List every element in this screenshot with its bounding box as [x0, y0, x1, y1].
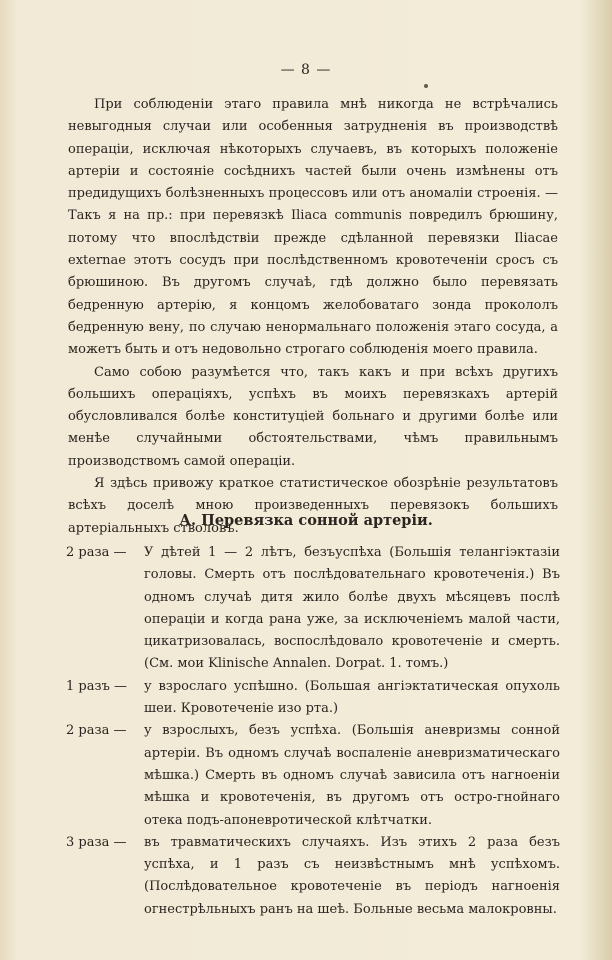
body-text — [68, 94, 558, 540]
list-item — [66, 542, 560, 676]
list-item — [66, 832, 560, 921]
paragraph: Я здѣсь привожу краткое статистическое обозрѣніе результатовъ всѣхъ доселѣ мною произведенныхъ перевязокъ большихъ артеріальныхъ стволовъ. — [68, 476, 558, 536]
entry-text: у взрослаго успѣшно. (Большая ангіэктатическая опухоль шеи. Кровотеченіе изо рта.) — [144, 678, 560, 717]
list-item — [66, 676, 560, 721]
page-number: — 8 — — [280, 62, 332, 78]
entry-count: 3 раза — — [66, 834, 127, 850]
entry-text: у взрослыхъ, безъ успѣха. (Большія аневризмы сонной артеріи. Въ одномъ случаѣ воспаленіе аневризматическаго мѣшка.) Смерть въ одномъ случаѣ зависила отъ нагноеніи мѣшка и кровотеченія, въ другомъ отъ остро-гнойнаго отека подъ-апоневротической клѣтчатки. — [144, 723, 560, 828]
list-item — [66, 720, 560, 831]
entry-count: 1 разъ — — [66, 678, 127, 694]
entry-list — [66, 542, 560, 921]
entry-text: У дѣтей 1 — 2 лѣтъ, безъуспѣха (Большія телангіэктазіи головы. Смерть отъ послѣдовательнаго кровотеченія.) Въ одномъ случаѣ дитя жило болѣе двухъ мѣсяцевъ послѣ операціи и когда рана уже, за исключеніемъ малой части, цикатризовалась, воспослѣдовало кровотеченіе и смерть. (См. мои Klinische Annalen. Dorpat. 1. томъ.) — [144, 545, 560, 672]
entry-count: 2 раза — — [66, 723, 127, 739]
entry-count: 2 раза — — [66, 545, 127, 560]
paragraph: При соблюденіи этаго правила мнѣ никогда не встрѣчались невыгодныя случаи или особенныя затрудненія въ производствѣ операціи, исключая нѣкоторыхъ случаевъ, въ которыхъ положеніе артеріи и состояніе сосѣднихъ частей были очень измѣнены отъ предидущихъ болѣзненныхъ процессовъ или отъ аномаліи строенія. — Такъ я на пр.: при перевязкѣ Iliaca communis повредилъ брюшину, потому что впослѣдствіи прежде сдѣланной перевязки Iliacae externae этотъ сосудъ при послѣдственномъ кровотеченіи сросъ съ брюшиною. Въ другомъ случаѣ, гдѣ должно было перевязать бедренную артерію, я концомъ желобоватаго зонда прокололъ бедренную вену, по случаю ненормальнаго положенія этаго сосуда, а можетъ быть и отъ недовольно строгаго соблюденія моего правила. — [68, 97, 558, 358]
paragraph: Само собою разумѣется что, такъ какъ и при всѣхъ другихъ большихъ операціяхъ, успѣхъ въ моихъ перевязкахъ артерій обусловливался болѣе конституціей больнаго и другими болѣе или менѣе случайными обстоятельствами, чѣмъ правильнымъ производствомъ самой операціи. — [68, 364, 558, 469]
section-title: А. Перевязка сонной артеріи. — [179, 512, 433, 529]
ink-spot — [424, 84, 428, 88]
entry-text: въ травматическихъ случаяхъ. Изъ этихъ 2 раза безъ успѣха, и 1 разъ съ неизвѣстнымъ мнѣ успѣхомъ. (Послѣдовательное кровотеченіе въ періодъ нагноенія огнестрѣльныхъ ранъ на шеѣ. Больные весьма малокровны. — [144, 834, 560, 917]
